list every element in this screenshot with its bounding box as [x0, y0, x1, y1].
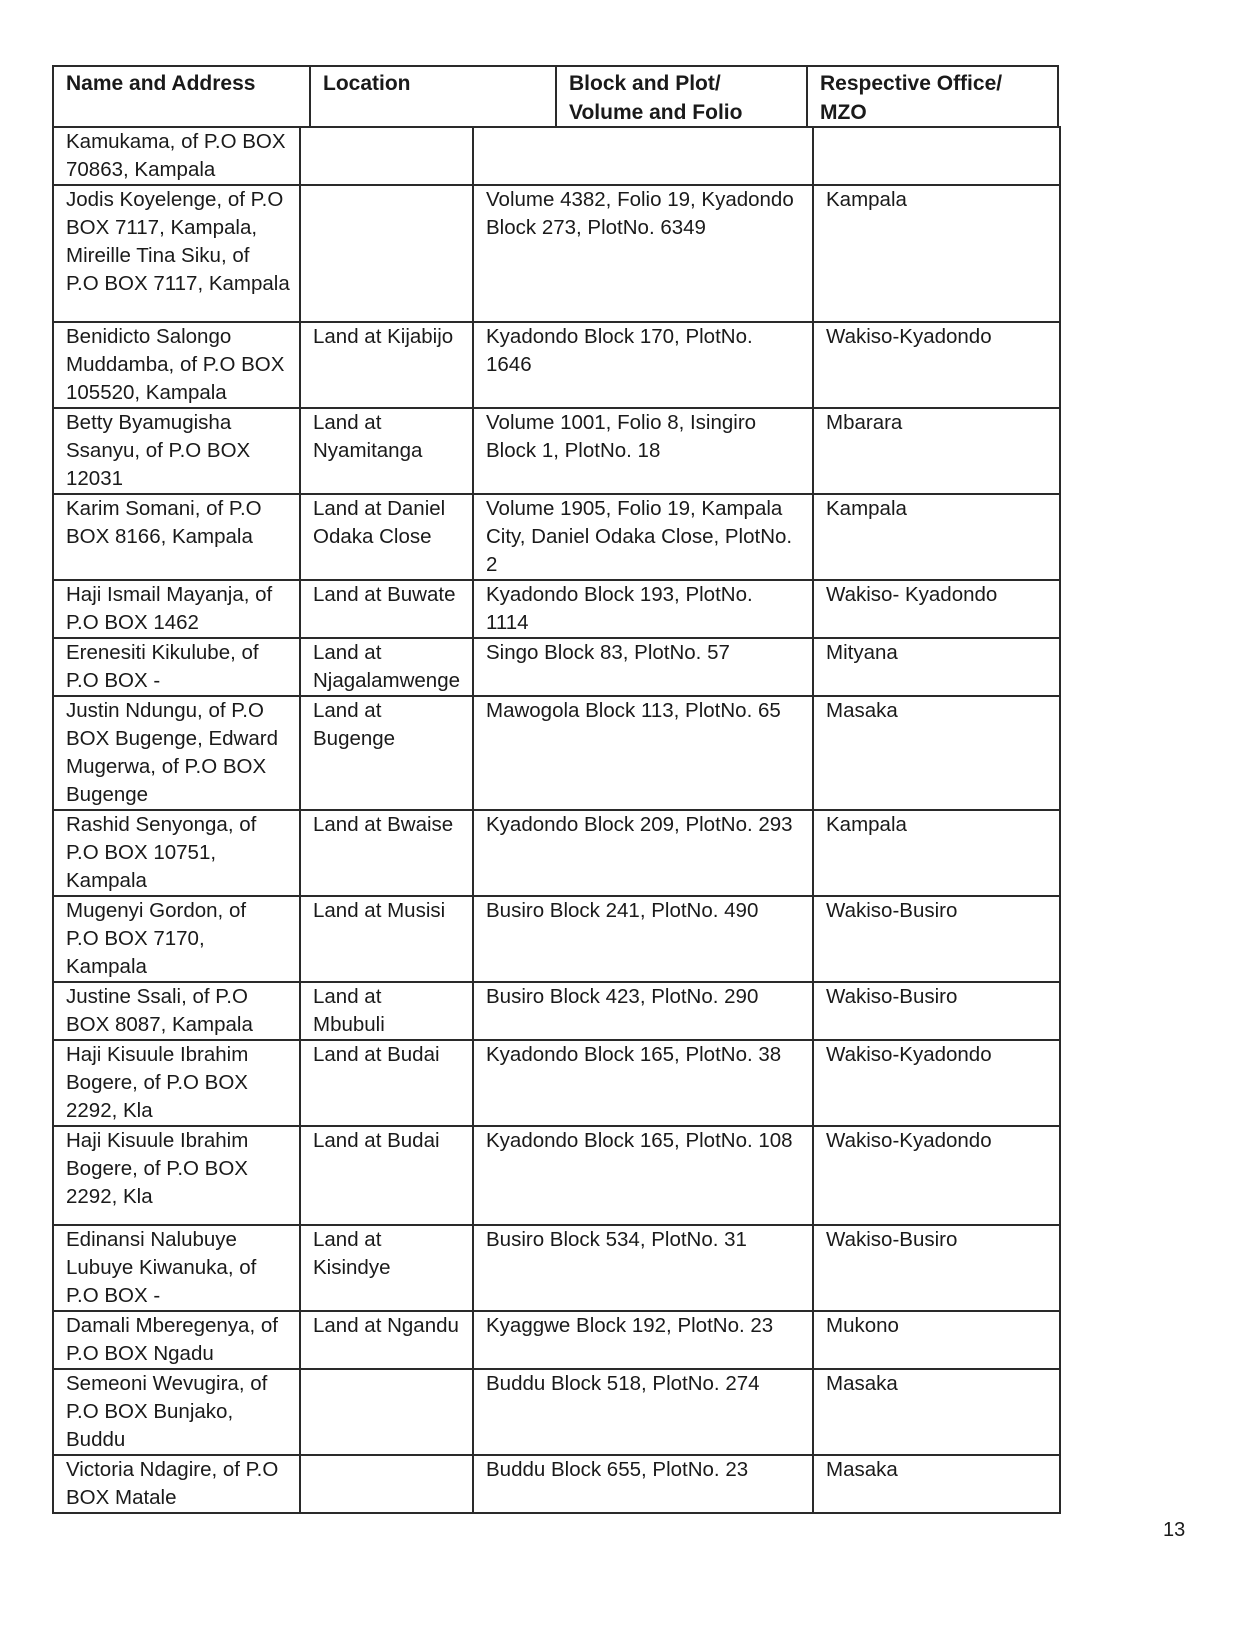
- table-row: [53, 1455, 1060, 1513]
- cell-block-plot: Kyadondo Block 165, PlotNo. 108: [473, 1126, 813, 1225]
- cell-block-plot: Kyadondo Block 209, PlotNo. 293: [473, 810, 813, 896]
- cell-name-address: Justin Ndungu, of P.O BOX Bugenge, Edward Mugerwa, of P.O BOX Bugenge: [53, 696, 300, 810]
- table-row: [53, 896, 1060, 982]
- cell-block-plot: Kyaggwe Block 192, PlotNo. 23: [473, 1311, 813, 1369]
- cell-block-plot: Busiro Block 423, PlotNo. 290: [473, 982, 813, 1040]
- cell-block-plot: Volume 4382, Folio 19, Kyadondo Block 273, PlotNo. 6349: [473, 185, 813, 322]
- cell-office: Wakiso-Kyadondo: [813, 1040, 1060, 1126]
- cell-name-address: Haji Kisuule Ibrahim Bogere, of P.O BOX 2292, Kla: [53, 1040, 300, 1126]
- cell-location: Land at Musisi: [300, 896, 473, 982]
- cell-office: Wakiso-Kyadondo: [813, 322, 1060, 408]
- cell-name-address: Justine Ssali, of P.O BOX 8087, Kampala: [53, 982, 300, 1040]
- cell-office: Mbarara: [813, 408, 1060, 494]
- cell-name-address: Jodis Koyelenge, of P.O BOX 7117, Kampala, Mireille Tina Siku, of P.O BOX 7117, Kampala: [53, 185, 300, 322]
- cell-block-plot: Kyadondo Block 170, PlotNo. 1646: [473, 322, 813, 408]
- cell-location: [300, 185, 473, 322]
- cell-office: Mityana: [813, 638, 1060, 696]
- table-row: [53, 696, 1060, 810]
- cell-office: [813, 127, 1060, 185]
- cell-name-address: Damali Mberegenya, of P.O BOX Ngadu: [53, 1311, 300, 1369]
- cell-block-plot: Busiro Block 534, PlotNo. 31: [473, 1225, 813, 1311]
- cell-location: Land at Buwate: [300, 580, 473, 638]
- cell-name-address: Edinansi Nalubuye Lubuye Kiwanuka, of P.O BOX -: [53, 1225, 300, 1311]
- cell-office: Kampala: [813, 185, 1060, 322]
- cell-block-plot: Volume 1905, Folio 19, Kampala City, Daniel Odaka Close, PlotNo. 2: [473, 494, 813, 580]
- cell-location: Land at Kijabijo: [300, 322, 473, 408]
- cell-office: Wakiso-Kyadondo: [813, 1126, 1060, 1225]
- cell-block-plot: Singo Block 83, PlotNo. 57: [473, 638, 813, 696]
- cell-location: [300, 1369, 473, 1455]
- cell-name-address: Haji Ismail Mayanja, of P.O BOX 1462: [53, 580, 300, 638]
- cell-block-plot: [473, 127, 813, 185]
- cell-name-address: Mugenyi Gordon, of P.O BOX 7170, Kampala: [53, 896, 300, 982]
- cell-block-plot: Buddu Block 655, PlotNo. 23: [473, 1455, 813, 1513]
- cell-location: Land at Mbubuli: [300, 982, 473, 1040]
- cell-name-address: Karim Somani, of P.O BOX 8166, Kampala: [53, 494, 300, 580]
- cell-office: Wakiso-Busiro: [813, 982, 1060, 1040]
- cell-office: Mukono: [813, 1311, 1060, 1369]
- cell-name-address: Haji Kisuule Ibrahim Bogere, of P.O BOX 2292, Kla: [53, 1126, 300, 1225]
- cell-location: Land at Budai: [300, 1126, 473, 1225]
- table-row: [53, 185, 1060, 322]
- cell-location: Land at Kisindye: [300, 1225, 473, 1311]
- cell-location: [300, 1455, 473, 1513]
- cell-office: Kampala: [813, 810, 1060, 896]
- land-records-table: [52, 126, 1061, 1514]
- table-header: [52, 65, 1059, 128]
- table-row: [53, 1040, 1060, 1126]
- table-body: [53, 127, 1060, 1513]
- table-row: [53, 408, 1060, 494]
- header-office: Respective Office/ MZO: [820, 72, 1003, 124]
- cell-block-plot: Volume 1001, Folio 8, Isingiro Block 1, PlotNo. 18: [473, 408, 813, 494]
- cell-office: Wakiso-Busiro: [813, 1225, 1060, 1311]
- cell-office: Kampala: [813, 494, 1060, 580]
- table-row: [53, 1225, 1060, 1311]
- cell-office: Wakiso-Busiro: [813, 896, 1060, 982]
- cell-name-address: Betty Byamugisha Ssanyu, of P.O BOX 12031: [53, 408, 300, 494]
- cell-block-plot: Busiro Block 241, PlotNo. 490: [473, 896, 813, 982]
- cell-name-address: Benidicto Salongo Muddamba, of P.O BOX 105520, Kampala: [53, 322, 300, 408]
- cell-block-plot: Mawogola Block 113, PlotNo. 65: [473, 696, 813, 810]
- cell-name-address: Kamukama, of P.O BOX 70863, Kampala: [53, 127, 300, 185]
- table-row: [53, 494, 1060, 580]
- header-location: Location: [311, 67, 557, 126]
- cell-name-address: Rashid Senyonga, of P.O BOX 10751, Kampala: [53, 810, 300, 896]
- table-row: [53, 1311, 1060, 1369]
- cell-location: Land at Daniel Odaka Close: [300, 494, 473, 580]
- cell-location: Land at Njagalamwenge: [300, 638, 473, 696]
- cell-name-address: Erenesiti Kikulube, of P.O BOX -: [53, 638, 300, 696]
- table-row: [53, 580, 1060, 638]
- table-row: [53, 127, 1060, 185]
- page-number: 13: [1163, 1519, 1186, 1541]
- table-row: [53, 638, 1060, 696]
- cell-name-address: Victoria Ndagire, of P.O BOX Matale: [53, 1455, 300, 1513]
- cell-office: Masaka: [813, 1369, 1060, 1455]
- cell-location: Land at Nyamitanga: [300, 408, 473, 494]
- cell-location: Land at Bugenge: [300, 696, 473, 810]
- cell-location: Land at Bwaise: [300, 810, 473, 896]
- cell-office: Wakiso- Kyadondo: [813, 580, 1060, 638]
- cell-location: Land at Budai: [300, 1040, 473, 1126]
- cell-office: Masaka: [813, 1455, 1060, 1513]
- header-name-address: Name and Address: [54, 67, 311, 126]
- cell-location: Land at Ngandu: [300, 1311, 473, 1369]
- table-row: [53, 322, 1060, 408]
- cell-office: Masaka: [813, 696, 1060, 810]
- cell-name-address: Semeoni Wevugira, of P.O BOX Bunjako, Buddu: [53, 1369, 300, 1455]
- table-row: [53, 1126, 1060, 1225]
- cell-block-plot: Buddu Block 518, PlotNo. 274: [473, 1369, 813, 1455]
- table-row: [53, 982, 1060, 1040]
- cell-location: [300, 127, 473, 185]
- cell-block-plot: Kyadondo Block 165, PlotNo. 38: [473, 1040, 813, 1126]
- header-block-plot: Block and Plot/ Volume and Folio: [557, 67, 808, 126]
- table-row: [53, 1369, 1060, 1455]
- table-row: [53, 810, 1060, 896]
- cell-block-plot: Kyadondo Block 193, PlotNo. 1114: [473, 580, 813, 638]
